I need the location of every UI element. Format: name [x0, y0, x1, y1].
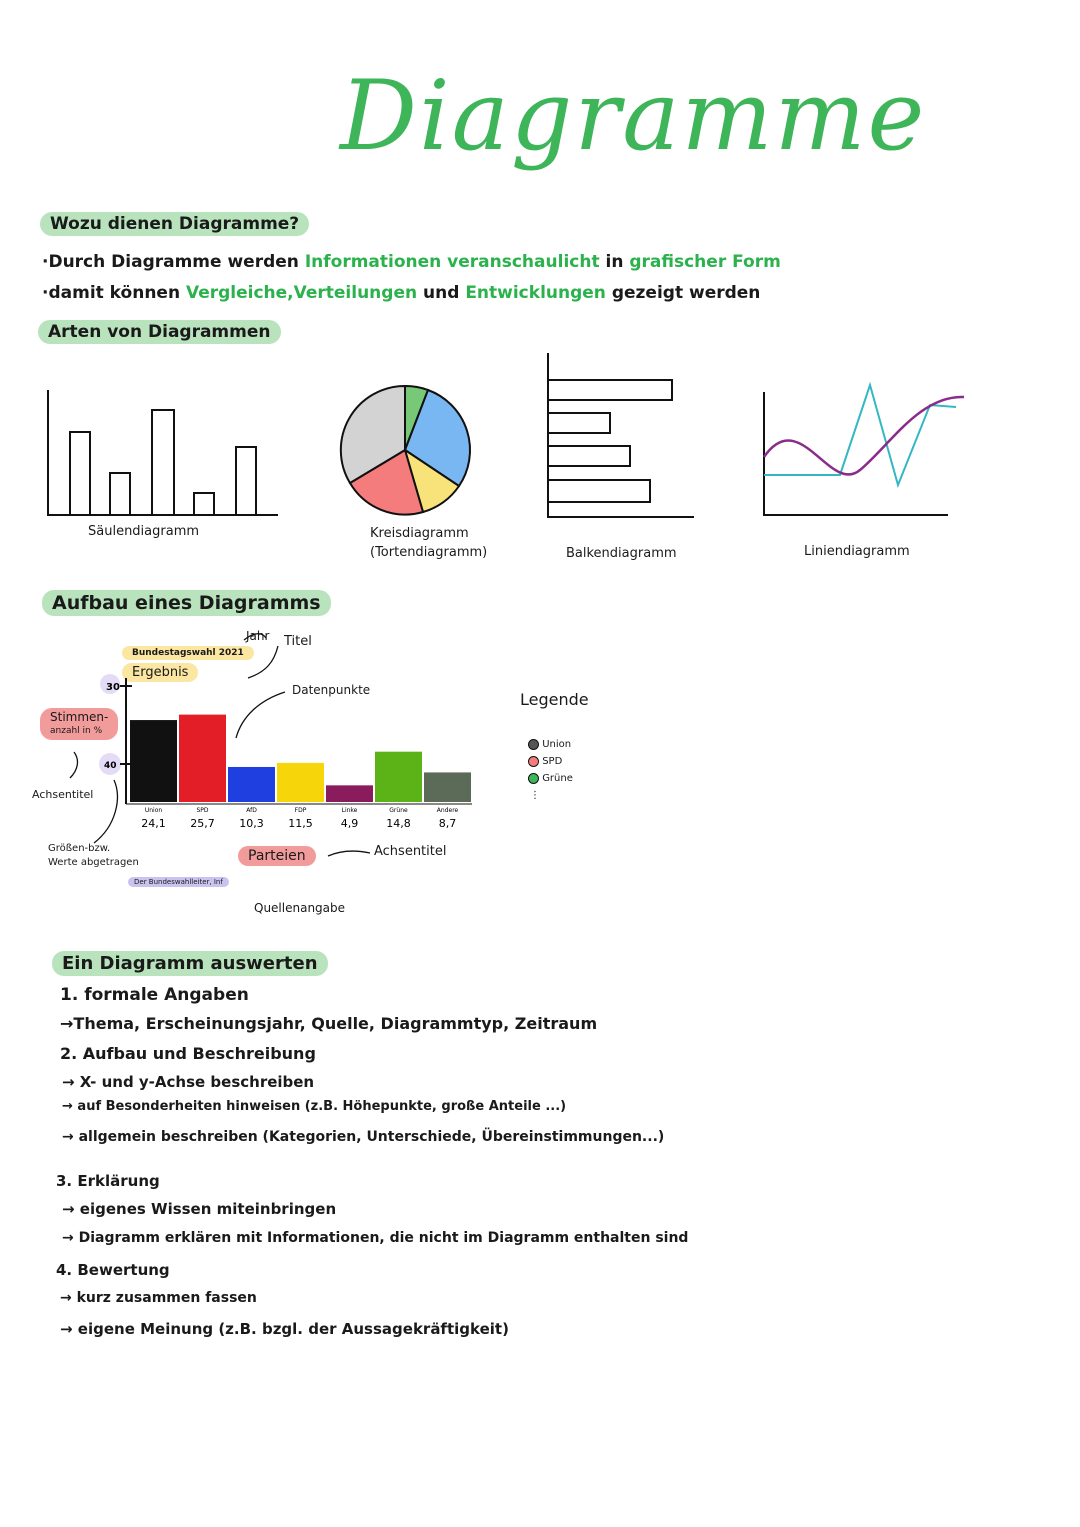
- heading-wozu: Wozu dienen Diagramme?: [40, 212, 309, 236]
- value-label: 4,9: [340, 817, 359, 830]
- label-jahr: Jahr: [246, 629, 270, 643]
- chart-title: Ergebnis: [122, 663, 198, 682]
- category-label: AfD: [246, 807, 257, 814]
- line-chart-sketch: [764, 385, 964, 515]
- label-quellenangabe: Quellenangabe: [254, 901, 346, 915]
- text-green: Informationen veranschaulicht: [304, 252, 600, 272]
- label-datenpunkte: Datenpunkte: [292, 683, 371, 697]
- label-achsentitel-left: Achsentitel: [32, 788, 94, 801]
- legend-label: SPD: [542, 756, 563, 767]
- bar-afd: [228, 767, 275, 802]
- source-label: Der Bundeswahlleiter, Inf: [128, 877, 229, 887]
- text: gezeigt werden: [605, 283, 761, 303]
- bar-union: [130, 720, 177, 802]
- value-label: 10,3: [239, 817, 264, 830]
- pie-chart-sketch: [341, 386, 470, 515]
- bar-chart-sketch: [548, 353, 694, 517]
- step-3-a: → eigenes Wissen miteinbringen: [62, 1200, 337, 1218]
- x-axis-title: Parteien: [238, 846, 316, 866]
- step-3: 3. Erklärung: [56, 1172, 160, 1190]
- text: ·damit können: [42, 283, 186, 303]
- legend-item-spd: [528, 753, 573, 770]
- value-label: 25,7: [190, 817, 215, 830]
- label-kreisdiagramm: Kreisdiagramm: [370, 526, 469, 541]
- y-tick-40: 40: [104, 761, 117, 771]
- column-chart-sketch: [48, 390, 278, 515]
- step-2-b: → auf Besonderheiten hinweisen (z.B. Höhepunkte, große Anteile ...): [62, 1099, 567, 1114]
- legend-label: Union: [542, 739, 572, 750]
- label-tortendiagramm: (Tortendiagramm): [370, 545, 488, 560]
- category-label: FDP: [294, 807, 307, 814]
- heading-auswerten: Ein Diagramm auswerten: [52, 951, 328, 976]
- category-label: SPD: [196, 807, 209, 814]
- intro-line-2: [42, 283, 760, 303]
- heading-arten: Arten von Diagrammen: [38, 320, 281, 344]
- text: in: [599, 252, 630, 272]
- intro-line-1: [42, 252, 781, 272]
- step-2-a: → X- und y-Achse beschreiben: [62, 1073, 315, 1091]
- category-label: Andere: [436, 807, 459, 814]
- legend-item-union: [528, 736, 573, 753]
- text: ·Durch Diagramme werden: [42, 252, 305, 272]
- category-label: Linke: [341, 807, 358, 814]
- page-title: Diagramme: [340, 60, 927, 172]
- bar-spd: [179, 715, 226, 802]
- bar-linke: [326, 785, 373, 802]
- label-titel: Titel: [284, 634, 312, 649]
- chart-title-year: Bundestagswahl 2021: [122, 646, 254, 660]
- text-green: Entwicklungen: [465, 283, 606, 303]
- label-achsentitel-right: Achsentitel: [374, 844, 447, 859]
- y-tick-30: 30: [106, 682, 120, 693]
- label-saeulendiagramm: Säulendiagramm: [88, 524, 200, 539]
- label-legende: Legende: [520, 690, 589, 709]
- heading-aufbau: Aufbau eines Diagramms: [42, 590, 331, 616]
- category-label: Grüne: [389, 807, 408, 814]
- legend-more: ⋮: [530, 790, 540, 801]
- value-label: 14,8: [386, 817, 411, 830]
- value-label: 24,1: [141, 817, 166, 830]
- label-liniendiagramm: Liniendiagramm: [804, 544, 910, 559]
- step-2-c: → allgemein beschreiben (Kategorien, Unterschiede, Übereinstimmungen...): [62, 1129, 665, 1145]
- text-green: Vergleiche,Verteilungen: [185, 283, 418, 303]
- step-4-a: → kurz zusammen fassen: [60, 1290, 257, 1306]
- step-3-b: → Diagramm erklären mit Informationen, die nicht im Diagramm enthalten sind: [62, 1230, 689, 1246]
- y-axis-title-line1: Stimmen-: [50, 710, 109, 724]
- bar-fdp: [277, 763, 324, 802]
- label-groessen-2: Werte abgetragen: [48, 857, 139, 868]
- category-label: Union: [144, 807, 163, 814]
- label-groessen-1: Größen-bzw.: [48, 843, 111, 854]
- label-balkendiagramm: Balkendiagramm: [566, 546, 677, 561]
- legend-item-gruene: [528, 770, 573, 787]
- step-2: 2. Aufbau und Beschreibung: [60, 1044, 316, 1063]
- text-green: grafischer Form: [629, 252, 781, 272]
- step-1-a: →Thema, Erscheinungsjahr, Quelle, Diagrammtyp, Zeitraum: [60, 1014, 598, 1033]
- text: und: [417, 283, 466, 303]
- step-1: 1. formale Angaben: [60, 985, 249, 1005]
- value-label: 11,5: [288, 817, 313, 830]
- y-axis-title-line2: anzahl in %: [50, 726, 103, 736]
- value-label: 8,7: [438, 817, 457, 830]
- legend-label: Grüne: [542, 773, 573, 784]
- bar-grüne: [375, 752, 422, 802]
- legend: [528, 736, 573, 804]
- bar-andere: [424, 772, 471, 802]
- step-4-b: → eigene Meinung (z.B. bzgl. der Aussagekräftigkeit): [60, 1320, 509, 1338]
- step-4: 4. Bewertung: [56, 1261, 170, 1279]
- example-bar-chart: [100, 676, 480, 836]
- chart-type-illustrations: [40, 345, 980, 525]
